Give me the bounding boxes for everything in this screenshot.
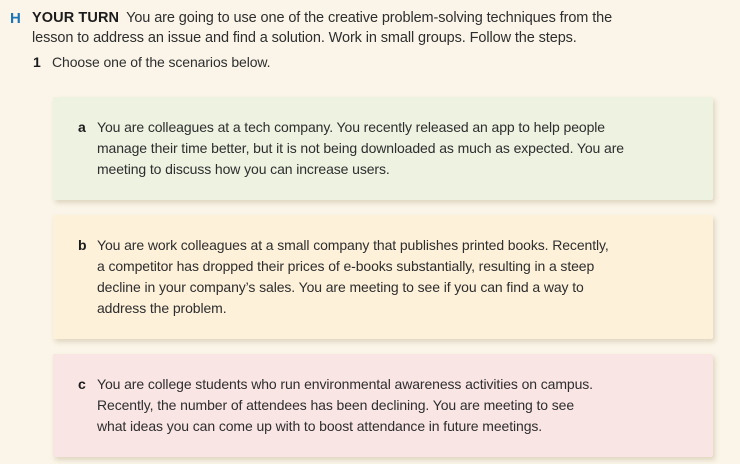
scenario-c-line: what ideas you can come up with to boost attendance in future meetings.: [97, 418, 543, 434]
scenario-box-b: [53, 215, 713, 339]
scenario-box-a: [53, 97, 713, 200]
step-1: [33, 54, 740, 70]
exercise-instructions: [32, 9, 612, 48]
scenario-letter-c: c: [78, 376, 86, 392]
scenario-b-line: address the problem.: [97, 300, 227, 316]
scenario-letter-b: b: [78, 237, 87, 253]
section-letter: H: [10, 10, 21, 27]
scenario-a-line: manage their time better, but it is not being downloaded as much as expected. You are: [97, 140, 624, 156]
scenario-text-c: [97, 374, 593, 437]
scenario-b-line: a competitor has dropped their prices of e-books substantially, resulting in a steep: [97, 258, 595, 274]
exercise-header: [0, 0, 740, 48]
scenario-box-c: [53, 354, 713, 457]
step-text: Choose one of the scenarios below.: [52, 54, 271, 70]
scenario-b-line: You are work colleagues at a small company that publishes printed books. Recently,: [97, 237, 609, 253]
your-turn-label: YOUR TURN: [32, 10, 120, 26]
instruction-line-2: lesson to address an issue and find a solution. Work in small groups. Follow the steps.: [32, 29, 577, 46]
instruction-text-1: You are going to use one of the creative problem-solving techniques from the: [126, 10, 613, 26]
instruction-line-1: [32, 9, 612, 29]
scenario-a-line: You are colleagues at a tech company. You recently released an app to help people: [97, 119, 605, 135]
scenario-b-line: decline in your company’s sales. You are meeting to see if you can find a way to: [97, 279, 584, 295]
scenario-text-a: [97, 117, 624, 180]
scenario-letter-a: a: [78, 119, 86, 135]
step-number: 1: [33, 54, 41, 70]
scenario-c-line: You are college students who run environmental awareness activities on campus.: [97, 376, 593, 392]
scenario-a-line: meeting to discuss how you can increase users.: [97, 161, 390, 177]
scenario-c-line: Recently, the number of attendees has been declining. You are meeting to see: [97, 397, 575, 413]
scenario-text-b: [97, 235, 609, 319]
